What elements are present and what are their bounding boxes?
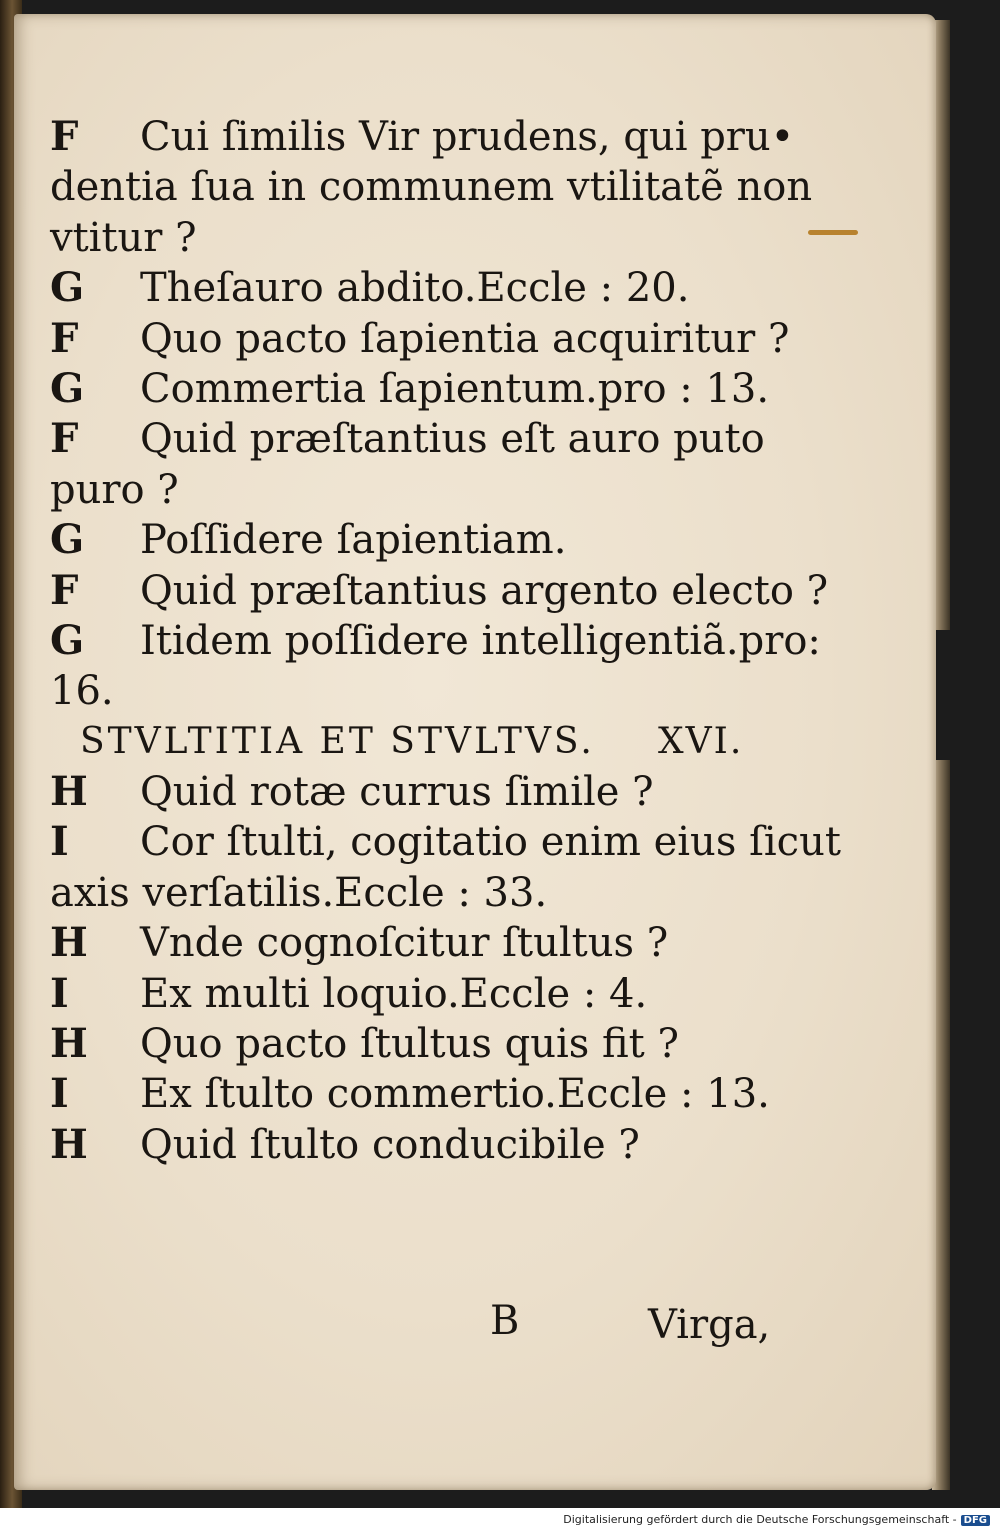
speaker-letter: I	[50, 969, 69, 1017]
credit-text: Digitalisierung gefördert durch die Deutsche Forschungsgemeinschaft -	[563, 1513, 957, 1526]
text-line	[40, 162, 813, 212]
text-line	[40, 969, 800, 1019]
speaker-letter: H	[50, 919, 88, 967]
speaker-letter: G	[50, 364, 85, 412]
continuation-text: axis verſatilis.Eccle : 33.	[50, 869, 548, 916]
text-line	[40, 112, 800, 162]
speaker-letter: H	[50, 1020, 88, 1068]
text-line	[40, 364, 800, 414]
page-text	[40, 112, 841, 1170]
text-line	[40, 566, 829, 616]
text-line	[40, 918, 800, 968]
dfg-logo: DFG	[961, 1515, 990, 1526]
line-text: Cor ſtulti, cogitatio enim eius ſicut	[140, 819, 841, 866]
signature-mark: B	[490, 1298, 520, 1344]
text-line	[40, 817, 841, 867]
text-line	[40, 314, 800, 364]
line-text: Quid ſtulto conducibile ?	[140, 1121, 640, 1168]
text-line	[40, 616, 821, 666]
speaker-letter: H	[50, 768, 88, 816]
speaker-letter: G	[50, 616, 85, 664]
section-number: XVI.	[658, 720, 744, 762]
speaker-letter: G	[50, 264, 85, 312]
digitization-credit	[563, 1513, 990, 1526]
speaker-letter: I	[50, 1070, 69, 1118]
text-line	[40, 414, 800, 464]
line-text: Ex multi loquio.Eccle : 4.	[140, 970, 648, 1017]
text-line	[40, 465, 800, 515]
line-text: Poſſidere ſapientiam.	[140, 517, 567, 564]
line-text: Commertia ſapientum.pro : 13.	[140, 365, 770, 412]
line-text: Theſauro abdito.Eccle : 20.	[140, 265, 690, 312]
text-line	[40, 515, 800, 565]
continuation-text: vtitur ?	[50, 214, 197, 261]
speaker-letter: F	[50, 415, 79, 463]
text-line	[40, 1120, 800, 1170]
text-line	[40, 868, 800, 918]
continuation-text: puro ?	[50, 466, 179, 513]
speaker-letter: F	[50, 314, 79, 362]
line-text: Quid præſtantius argento electo ?	[140, 567, 829, 614]
text-line	[40, 717, 800, 767]
text-line	[40, 1069, 800, 1119]
text-line	[40, 666, 800, 716]
continuation-text: 16.	[50, 668, 114, 715]
line-text: Quid rotæ currus ſimile ?	[140, 769, 654, 816]
text-line	[40, 1019, 800, 1069]
text-line	[40, 213, 800, 263]
continuation-text: dentia ſua in communem vtilitatẽ non	[50, 164, 813, 211]
margin-mark	[808, 230, 858, 235]
text-line	[40, 263, 800, 313]
speaker-letter: G	[50, 516, 85, 564]
catchword: Virga,	[648, 1302, 771, 1348]
line-text: Itidem poſſidere intelligentiã.pro:	[140, 617, 821, 664]
line-text: Cui ſimilis Vir prudens, qui pru•	[140, 114, 795, 160]
speaker-letter: F	[50, 566, 79, 614]
text-line	[40, 767, 800, 817]
line-text: Quid præſtantius eſt auro puto	[140, 416, 765, 463]
line-text: Quo pacto ſtultus quis fit ?	[140, 1021, 679, 1068]
line-text: Ex ſtulto commertio.Eccle : 13.	[140, 1071, 770, 1118]
speaker-letter: I	[50, 818, 69, 866]
line-text: Quo pacto ſapientia acquiritur ?	[140, 315, 790, 362]
section-heading: STVLTITIA ET STVLTVS.	[80, 720, 595, 762]
line-text: Vnde cognoſcitur ſtultus ?	[140, 920, 669, 967]
speaker-letter: F	[50, 113, 79, 160]
speaker-letter: H	[50, 1120, 88, 1168]
